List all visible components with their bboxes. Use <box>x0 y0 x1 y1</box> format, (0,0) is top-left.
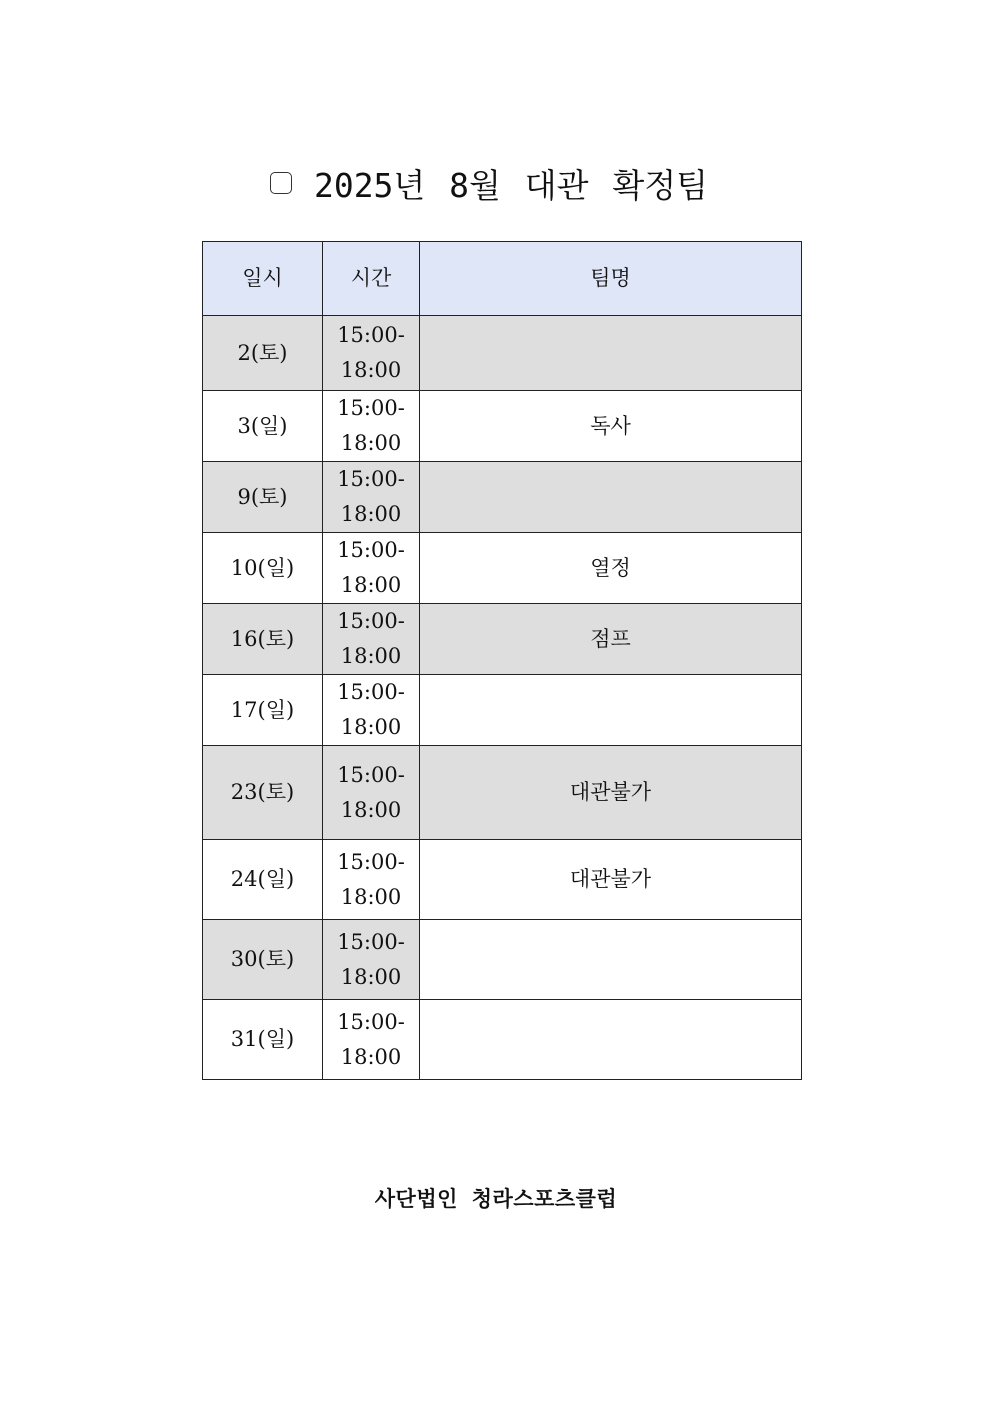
row-time <box>323 604 420 675</box>
title-row <box>0 158 992 208</box>
row-team: 독사 <box>420 391 802 462</box>
row-team <box>420 1000 802 1080</box>
row-time <box>323 675 420 746</box>
table-header-row <box>203 242 802 316</box>
row-time <box>323 920 420 1000</box>
row-time <box>323 316 420 391</box>
row-date: 17(일) <box>203 675 323 746</box>
time-end: 18:00 <box>340 797 402 822</box>
time-end: 18:00 <box>340 431 402 455</box>
time-start: 15:00- <box>337 680 405 704</box>
organization-name: 사단법인 청라스포츠클럽 <box>374 1186 618 1211</box>
time-start: 15:00- <box>337 323 405 347</box>
table-row <box>203 1000 802 1080</box>
table-row <box>203 533 802 604</box>
time-start: 15:00- <box>337 929 405 954</box>
row-time <box>323 746 420 840</box>
table-row <box>203 840 802 920</box>
header-team: 팀명 <box>420 242 802 316</box>
row-team <box>420 316 802 391</box>
page-title: 2025년 8월 대관 확정팀 <box>313 165 709 205</box>
row-date: 3(일) <box>203 391 323 462</box>
time-end: 18:00 <box>340 1044 402 1069</box>
table-row <box>203 462 802 533</box>
time-end: 18:00 <box>340 358 402 382</box>
header-time: 시간 <box>323 242 420 316</box>
row-date: 30(토) <box>203 920 323 1000</box>
table-row <box>203 316 802 391</box>
table-row <box>203 920 802 1000</box>
time-start: 15:00- <box>337 762 405 787</box>
row-team: 열정 <box>420 533 802 604</box>
row-team <box>420 675 802 746</box>
checkbox-icon <box>270 172 292 194</box>
table-row <box>203 746 802 840</box>
row-date: 16(토) <box>203 604 323 675</box>
time-end: 18:00 <box>340 573 402 597</box>
row-team <box>420 462 802 533</box>
time-start: 15:00- <box>337 467 405 491</box>
time-end: 18:00 <box>340 964 402 989</box>
time-start: 15:00- <box>337 609 405 633</box>
row-date: 10(일) <box>203 533 323 604</box>
time-start: 15:00- <box>337 396 405 420</box>
time-start: 15:00- <box>337 1009 405 1034</box>
time-start: 15:00- <box>337 849 405 874</box>
row-date: 9(토) <box>203 462 323 533</box>
row-team: 대관불가 <box>420 840 802 920</box>
row-date: 24(일) <box>203 840 323 920</box>
table-row <box>203 391 802 462</box>
row-time <box>323 533 420 604</box>
time-end: 18:00 <box>340 715 402 739</box>
time-end: 18:00 <box>340 644 402 668</box>
row-team: 점프 <box>420 604 802 675</box>
row-time <box>323 1000 420 1080</box>
time-start: 15:00- <box>337 538 405 562</box>
table-row <box>203 604 802 675</box>
rental-schedule-table <box>202 241 802 1080</box>
row-date: 2(토) <box>203 316 323 391</box>
time-end: 18:00 <box>340 502 402 526</box>
row-date: 23(토) <box>203 746 323 840</box>
row-time <box>323 391 420 462</box>
row-team <box>420 920 802 1000</box>
row-team: 대관불가 <box>420 746 802 840</box>
table-row <box>203 675 802 746</box>
row-time <box>323 462 420 533</box>
row-date: 31(일) <box>203 1000 323 1080</box>
row-time <box>323 840 420 920</box>
time-end: 18:00 <box>340 884 402 909</box>
header-date: 일시 <box>203 242 323 316</box>
